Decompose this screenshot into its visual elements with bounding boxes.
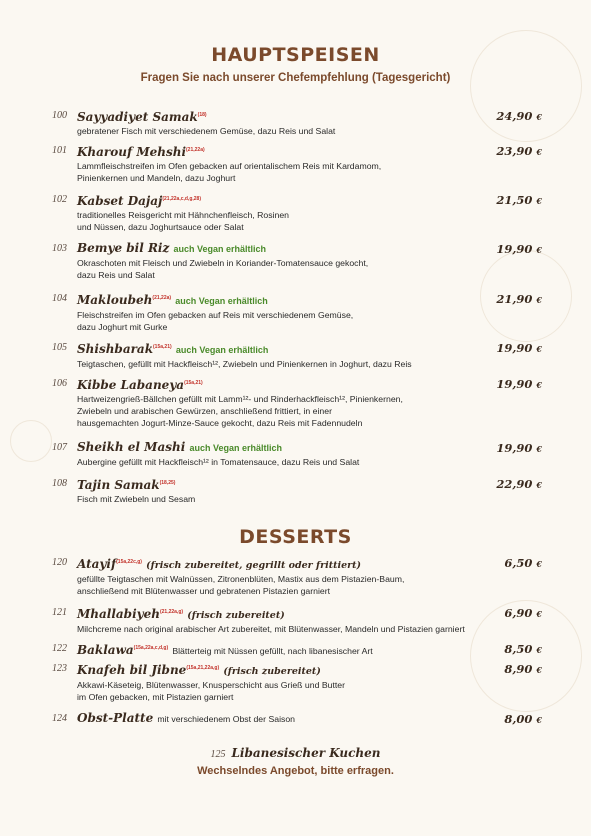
allergen-codes: (15a,21,22a,g) xyxy=(186,665,220,671)
item-price xyxy=(504,642,542,656)
item-name: Sheikh el Mashi xyxy=(77,440,186,454)
item-number: 100 xyxy=(52,110,67,121)
cake-item xyxy=(0,746,591,760)
vegan-note: auch Vegan erhältlich xyxy=(175,296,268,306)
item-price xyxy=(504,712,542,726)
item-description: Milchcreme nach original arabischer Art zubereitet, mit Blütenwasser, Mandeln und Pistazien garniert xyxy=(77,624,465,634)
item-description: traditionelles Reisgericht mit Hähnchenfleisch, Rosinen und Nüssen, dazu Joghurtsauce oder Salat xyxy=(77,210,289,232)
item-headline xyxy=(77,661,487,679)
item-body xyxy=(77,440,487,468)
item-number: 101 xyxy=(52,145,67,156)
price-value: 19,90 xyxy=(496,441,533,455)
item-headline xyxy=(77,241,487,257)
price-value: 8,90 xyxy=(504,662,533,676)
item-name: Kabset Dajaj xyxy=(77,194,163,208)
allergen-codes: (21,22a) xyxy=(186,147,205,153)
item-body xyxy=(77,340,487,370)
item-number: 122 xyxy=(52,643,67,654)
item-description: gebratener Fisch mit verschiedenem Gemüse, dazu Reis und Salat xyxy=(77,126,336,136)
item-number: 106 xyxy=(52,378,67,389)
item-number: 108 xyxy=(52,478,67,489)
item-number: 125 xyxy=(210,749,226,760)
item-headline xyxy=(77,376,487,393)
item-body xyxy=(77,291,487,333)
preparation-note: (frisch zubereitet) xyxy=(187,610,285,621)
item-number: 105 xyxy=(52,342,67,353)
item-name: Tajin Samak xyxy=(77,478,160,492)
price-value: 19,90 xyxy=(496,242,533,256)
vegan-note: auch Vegan erhältlich xyxy=(175,345,269,355)
item-body xyxy=(77,143,487,184)
item-price xyxy=(496,341,542,355)
currency-symbol: € xyxy=(536,480,542,490)
allergen-codes: (15a,22a,c,d,g) xyxy=(133,645,169,651)
allergen-codes: (21,22a,g) xyxy=(159,609,184,615)
item-price xyxy=(496,144,542,158)
cake-note: Wechselndes Angebot, bitte erfragen. xyxy=(197,765,394,777)
item-description: Aubergine gefüllt mit Hackfleisch¹² in Tomatensauce, dazu Reis und Salat xyxy=(77,457,360,467)
item-headline xyxy=(77,555,487,573)
price-value: 19,90 xyxy=(496,341,533,355)
allergen-codes: (18) xyxy=(197,112,207,118)
item-number: 123 xyxy=(52,663,67,674)
section-title-main: HAUPTSPEISEN xyxy=(211,44,380,66)
currency-symbol: € xyxy=(536,444,542,454)
price-value: 6,50 xyxy=(504,556,533,570)
item-body xyxy=(77,661,487,703)
item-headline xyxy=(77,143,487,160)
currency-symbol: € xyxy=(536,559,542,569)
item-body xyxy=(77,241,487,281)
item-description: Teigtaschen, gefüllt mit Hackfleisch¹², Zwiebeln und Pinienkernen in Joghurt, dazu Reis xyxy=(77,359,412,369)
item-body xyxy=(77,108,487,137)
item-name: Libanesischer Kuchen xyxy=(231,746,381,760)
item-headline xyxy=(77,641,487,659)
price-value: 24,90 xyxy=(496,109,533,123)
item-headline xyxy=(77,291,487,309)
currency-symbol: € xyxy=(536,295,542,305)
item-name: Shishbarak xyxy=(77,342,154,356)
item-name: Kibbe Labaneya xyxy=(77,378,185,392)
allergen-codes: (21,22a,c,d,g,28) xyxy=(162,196,201,202)
item-headline xyxy=(77,476,487,493)
item-name: Atayif xyxy=(77,557,117,571)
vegan-note: auch Vegan erhältlich xyxy=(189,443,282,453)
item-headline xyxy=(77,340,487,358)
item-description: Okraschoten mit Fleisch und Zwiebeln in Koriander-Tomatensauce gekocht, dazu Reis und Salat xyxy=(77,258,369,280)
item-price xyxy=(496,193,542,207)
allergen-codes: (15a,21) xyxy=(184,380,203,386)
item-name: Mhallabiyeh xyxy=(77,607,160,621)
currency-symbol: € xyxy=(536,344,542,354)
currency-symbol: € xyxy=(536,609,542,619)
item-name: Baklawa xyxy=(77,643,134,657)
item-price xyxy=(496,109,542,123)
price-value: 8,50 xyxy=(504,642,533,656)
item-price xyxy=(496,292,542,306)
item-name: Bemye bil Riz xyxy=(77,241,170,255)
item-headline xyxy=(77,440,487,456)
price-value: 23,90 xyxy=(496,144,533,158)
item-description: Hartweizengrieß-Bällchen gefüllt mit Lamm¹²- und Rinderhackfleisch¹², Pinienkernen, Zwiebeln und arabischen Gewürzen, anschließend frittiert, in einer hausgemachten Jogurt-Minze-Sauce gekocht, dazu Reis mit Fadennudeln xyxy=(77,394,403,428)
background-pattern xyxy=(10,420,52,462)
allergen-codes: (21,22a) xyxy=(152,295,172,301)
allergen-codes: (15a,22c,g) xyxy=(116,559,142,565)
item-number: 121 xyxy=(52,607,67,618)
item-description: Lammfleischstreifen im Ofen gebacken auf orientalischem Reis mit Kardamom, Pinienkernen und Mandeln, dazu Joghurt xyxy=(77,161,382,183)
item-price xyxy=(496,441,542,455)
price-value: 8,00 xyxy=(504,712,533,726)
section-title-desserts: DESSERTS xyxy=(239,526,352,548)
currency-symbol: € xyxy=(536,245,542,255)
item-description: Fisch mit Zwiebeln und Sesam xyxy=(77,494,196,504)
item-description: Akkawi-Käseteig, Blütenwasser, Knusperschicht aus Grieß und Butter im Ofen gebacken, mit Pistazien garniert xyxy=(77,680,345,702)
item-name: Knafeh bil Jibne xyxy=(77,663,187,677)
item-body xyxy=(77,192,487,233)
item-body xyxy=(77,605,487,635)
item-price xyxy=(504,606,542,620)
item-number: 102 xyxy=(52,194,67,205)
item-headline xyxy=(77,192,487,209)
price-value: 19,90 xyxy=(496,377,533,391)
currency-symbol: € xyxy=(536,147,542,157)
item-body xyxy=(77,476,487,505)
currency-symbol: € xyxy=(536,645,542,655)
item-body xyxy=(77,641,487,659)
currency-symbol: € xyxy=(536,380,542,390)
currency-symbol: € xyxy=(536,715,542,725)
item-name: Makloubeh xyxy=(77,293,153,307)
price-value: 22,90 xyxy=(496,477,533,491)
price-value: 6,90 xyxy=(504,606,533,620)
price-value: 21,90 xyxy=(496,292,533,306)
currency-symbol: € xyxy=(536,665,542,675)
item-description: gefüllte Teigtaschen mit Walnüssen, Zitronenblüten, Mastix aus dem Pistazien-Baum, anschließend mit Blütenwasser und gebratenen Pistazien garniert xyxy=(77,574,405,596)
preparation-note: (frisch zubereitet) xyxy=(223,666,321,677)
item-price xyxy=(504,662,542,676)
item-number: 104 xyxy=(52,293,67,304)
item-number: 124 xyxy=(52,713,67,724)
item-headline xyxy=(77,711,487,727)
item-number: 103 xyxy=(52,243,67,254)
item-name: Sayyadiyet Samak xyxy=(77,110,198,124)
item-price xyxy=(496,377,542,391)
item-price xyxy=(504,556,542,570)
item-price xyxy=(496,242,542,256)
currency-symbol: € xyxy=(536,196,542,206)
item-name: Obst-Platte xyxy=(77,711,154,725)
item-number: 107 xyxy=(52,442,67,453)
item-headline xyxy=(77,108,487,125)
allergen-codes: (18,25) xyxy=(159,480,176,486)
item-price xyxy=(496,477,542,491)
item-headline xyxy=(77,605,487,623)
item-description: Blätterteig mit Nüssen gefüllt, nach libanesischer Art xyxy=(172,646,373,656)
item-name: Kharouf Mehshi xyxy=(77,145,187,159)
section-subtitle: Fragen Sie nach unserer Chefempfehlung (Tagesgericht) xyxy=(140,72,451,84)
allergen-codes: (15a,21) xyxy=(153,344,172,350)
currency-symbol: € xyxy=(536,112,542,122)
vegan-note: auch Vegan erhältlich xyxy=(173,244,267,254)
item-number: 120 xyxy=(52,557,67,568)
item-description: Fleischstreifen im Ofen gebacken auf Reis mit verschiedenem Gemüse, dazu Joghurt mit Gurke xyxy=(77,310,354,332)
price-value: 21,50 xyxy=(496,193,533,207)
item-description: mit verschiedenem Obst der Saison xyxy=(157,714,296,724)
item-body xyxy=(77,376,487,429)
item-body xyxy=(77,711,487,727)
preparation-note: (frisch zubereitet, gegrillt oder frittiert) xyxy=(146,560,362,571)
item-body xyxy=(77,555,487,597)
